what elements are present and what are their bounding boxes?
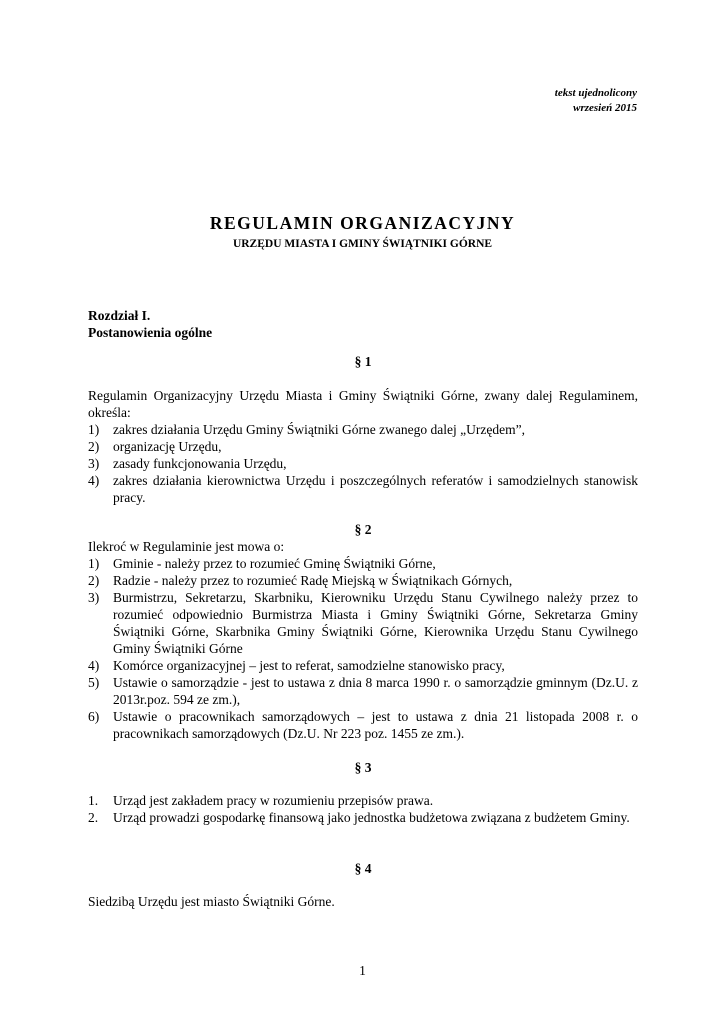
list-item: 4) Komórce organizacyjnej – jest to referat, samodzielne stanowisko pracy, <box>88 658 505 673</box>
document-title: REGULAMIN ORGANIZACYJNY <box>209 213 516 233</box>
note-date: wrzesień 2015 <box>573 102 637 114</box>
chapter-number: Rozdział I. <box>88 308 151 323</box>
section-2-list <box>88 555 638 742</box>
note-text: tekst ujednolicony <box>554 87 637 99</box>
list-item: 6) Ustawie o pracownikach samorządowych – jest to ustawa z dnia 21 listopada 2008 r. o pracownikach samorządowych (Dz.U. Nr 223 poz. 1455 ze zm.). <box>88 709 638 741</box>
section-1-intro: Regulamin Organizacyjny Urzędu Miasta i Gminy Świątniki Górne, zwany dalej Regulaminem, określa: <box>88 388 638 420</box>
section-2-intro: Ilekroć w Regulaminie jest mowa o: <box>88 539 285 554</box>
page-number: 1 <box>359 963 366 978</box>
list-item: 2) organizację Urzędu, <box>88 439 222 454</box>
list-item: 1) Gminie - należy przez to rozumieć Gminę Świątniki Górne, <box>88 556 436 571</box>
list-item: 5) Ustawie o samorządzie - jest to ustawa z dnia 8 marca 1990 r. o samorządzie gminnym (Dz.U. z 2013r.poz. 594 ze zm.), <box>88 675 638 707</box>
list-item: 2) Radzie - należy przez to rozumieć Radę Miejską w Świątnikach Górnych, <box>88 573 513 588</box>
section-4-heading: § 4 <box>354 861 372 876</box>
section-1-heading: § 1 <box>354 354 372 369</box>
document-subtitle: URZĘDU MIASTA I GMINY ŚWIĄTNIKI GÓRNE <box>232 238 493 250</box>
list-item: 3) Burmistrzu, Sekretarzu, Skarbniku, Kierowniku Urzędu Stanu Cywilnego należy przez to rozumieć odpowiednio Burmistrza Miasta i Gminy Świątniki Górne, Sekretarza Gminy Świątniki Górne, Skarbnika Gminy Świątniki Górne, Kierownika Urzędu Stanu Cywilnego Gminy Świątniki Górne <box>88 590 638 656</box>
list-item: 2. Urząd prowadzi gospodarkę finansową jako jednostka budżetowa związana z budżetem Gminy. <box>88 810 630 825</box>
section-1-list <box>88 421 638 506</box>
list-item: 3) zasady funkcjonowania Urzędu, <box>88 456 287 471</box>
list-item: 4) zakres działania kierownictwa Urzędu i poszczególnych referatów i samodzielnych stanowisk pracy. <box>88 473 638 505</box>
list-item: 1) zakres działania Urzędu Gminy Świątniki Górne zwanego dalej „Urzędem”, <box>88 422 525 437</box>
list-item: 1. Urząd jest zakładem pracy w rozumieniu przepisów prawa. <box>88 793 434 808</box>
section-3-list <box>88 792 638 826</box>
chapter-name: Postanowienia ogólne <box>88 325 213 340</box>
section-3-heading: § 3 <box>354 760 372 775</box>
section-2-heading: § 2 <box>354 522 372 537</box>
section-4-text: Siedzibą Urzędu jest miasto Świątniki Górne. <box>88 894 335 909</box>
document-note <box>555 86 637 116</box>
